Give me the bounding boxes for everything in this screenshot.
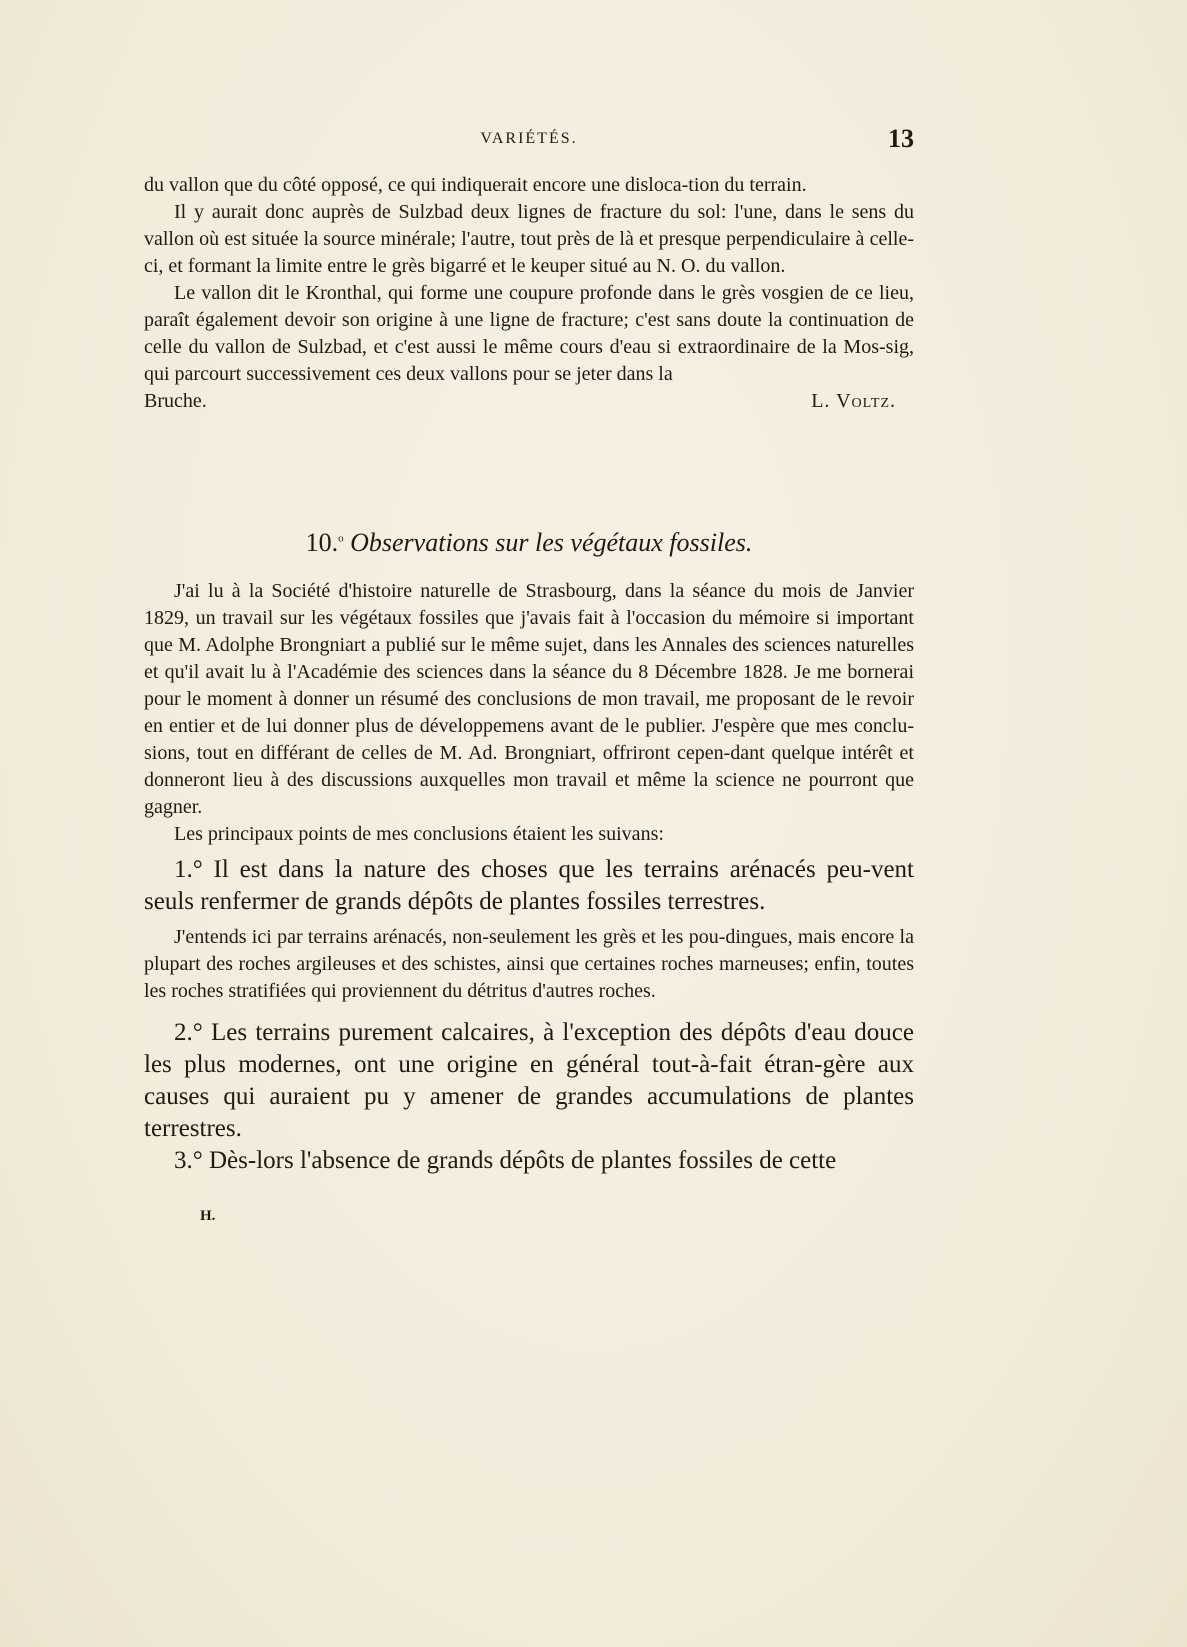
conclusion-point-2: 2.° Les terrains purement calcaires, à l'exception des dépôts d'eau douce les plus modernes, ont une origine en général tout-à-fait étran-gère aux causes qui auraient pu y amener de grandes accumulations de plantes terrestres. <box>144 1019 914 1142</box>
author-signature: L. Voltz. <box>811 390 896 412</box>
top-text-block <box>144 172 914 415</box>
signature-line-text: Bruche. <box>144 390 207 412</box>
signature-line <box>144 388 914 415</box>
conclusion-point-3: 3.° Dès-lors l'absence de grands dépôts de plantes fossiles de cette <box>174 1147 837 1174</box>
section-heading <box>144 528 914 558</box>
running-head <box>144 126 914 160</box>
section-number: 10. <box>305 528 339 557</box>
paragraph-kronthal: Le vallon dit le Kronthal, qui forme une coupure profonde dans le grès vosgien de ce lieu, paraît également devoir son origine à une ligne de fracture; c'est sans doute la continuation de celle du vallon de Sulzbad, et c'est aussi le même cours d'eau si extraordinaire de la Mos-sig, qui parcourt successivement ces deux vallons pour se jeter dans la <box>144 282 914 385</box>
section-title: Observations sur les végétaux fossiles. <box>350 528 753 557</box>
paragraph-intro: J'ai lu à la Société d'histoire naturelle de Strasbourg, dans la séance du mois de Janvier 1829, un travail sur les végétaux fossiles que j'avais fait à l'occasion du mémoire si important que M. Adolphe Brongniart a publié sur le même sujet, dans les Annales des sciences naturelles et qu'il avait lu à l'Académie des sciences dans la séance du 8 Décembre 1828. Je me bornerai pour le moment à donner un résumé des conclusions de mon travail, me proposant de le revoir en entier et de lui donner plus de développemens avant de le publier. J'espère que mes conclu-sions, tout en différant de celles de M. Ad. Brongniart, offriront cepen-dant quelque intérêt et donneront lieu à des discussions auxquelles mon travail et même la science ne pourront que gagner. <box>144 580 914 818</box>
section-body <box>144 578 914 1177</box>
conclusion-point-1: 1.° Il est dans la nature des choses que les terrains arénacés peu-vent seuls renfermer de grands dépôts de plantes fossiles terrestres. <box>144 856 914 915</box>
paragraph-lead: Les principaux points de mes conclusions étaient les suivans: <box>174 823 664 845</box>
page-number: 13 <box>888 124 914 153</box>
running-head-title: VARIÉTÉS. <box>480 130 578 147</box>
conclusion-point-1-note: J'entends ici par terrains arénacés, non-seulement les grès et les pou-dingues, mais encore la plupart des roches argileuses et des schistes, ainsi que certaines roches marneuses; enfin, toutes les roches stratifiées qui proviennent du détritus d'autres roches. <box>144 926 914 1002</box>
paragraph-continuation: du vallon que du côté opposé, ce qui indiquerait encore une disloca-tion du terrain. <box>144 174 807 196</box>
signature-mark: H. <box>200 1208 216 1224</box>
section-number-sup: o <box>338 532 344 545</box>
paragraph-fracture-lines: Il y aurait donc auprès de Sulzbad deux lignes de fracture du sol: l'une, dans le sens du vallon où est située la source minérale; l'autre, tout près de là et presque perpendiculaire à celle-ci, et formant la limite entre le grès bigarré et le keuper situé au N. O. du vallon. <box>144 201 914 277</box>
